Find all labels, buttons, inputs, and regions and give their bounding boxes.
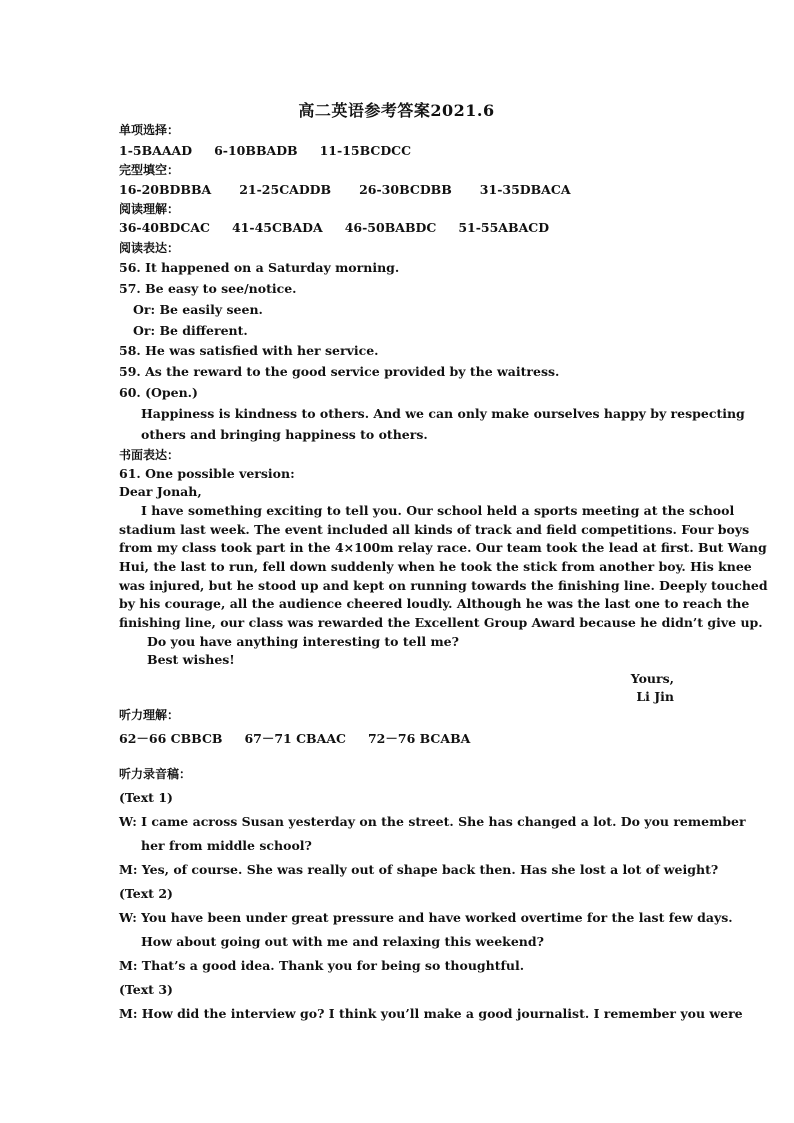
transcript-line: W: You have been under great pressure and have worked overtime for the last few days. (119, 910, 733, 925)
writing-intro: 61. One possible version: (119, 466, 295, 481)
transcript-line: M: Yes, of course. She was really out of shape back then. Has she lost a lot of weight? (119, 862, 719, 877)
page-title: 高二英语参考答案2021.6 (298, 101, 495, 120)
section-heading-reading-expression: 阅读表达： (119, 241, 180, 255)
letter-wishes: Best wishes! (147, 652, 235, 667)
transcript-line: W: I came across Susan yesterday on the street. She has changed a lot. Do you remember (119, 814, 746, 829)
cloze-answers (119, 182, 571, 198)
answer-group: 26-30BCDBB (359, 182, 452, 197)
section-heading-cloze: 完型填空： (119, 163, 180, 177)
answer-group: 46-50BABDC (344, 220, 437, 235)
answer-56: 56. It happened on a Saturday morning. (119, 260, 400, 275)
answer-group: 6-10BBADB (214, 143, 298, 158)
letter-line: Hui, the last to run, fell down suddenly when he took the stick from another boy. His knee (119, 559, 752, 574)
answer-group: 31-35DBACA (479, 182, 571, 197)
reading-answers (119, 220, 549, 236)
answer-group: 41-45CBADA (231, 220, 323, 235)
transcript-line: her from middle school? (141, 838, 312, 853)
answer-group: 51-55ABACD (458, 220, 550, 235)
transcript-text-label: (Text 2) (119, 886, 173, 901)
answer-group: 1-5BAAAD (119, 143, 193, 158)
answer-60-line: Happiness is kindness to others. And we can only make ourselves happy by respecting (141, 406, 745, 421)
letter-closing: Yours, (630, 671, 674, 686)
answer-group: 21-25CADDB (239, 182, 332, 197)
transcript-text-label: (Text 1) (119, 790, 173, 805)
answer-group: 16-20BDBBA (119, 182, 212, 197)
letter-line: from my class took part in the 4×100m relay race. Our team took the lead at first. But Wang (119, 540, 767, 555)
section-heading-reading: 阅读理解： (119, 202, 180, 216)
letter-question: Do you have anything interesting to tell me? (147, 634, 459, 649)
transcript-line: M: How did the interview go? I think you’ll make a good journalist. I remember you were (119, 1006, 743, 1021)
section-heading-transcript: 听力录音稿： (119, 767, 192, 781)
answer-group: 72－76 BCABA (367, 731, 471, 746)
answer-58: 58. He was satisfied with her service. (119, 343, 379, 358)
listening-answers (119, 731, 470, 747)
answer-group: 62－66 CBBCB (119, 731, 223, 746)
letter-line: by his courage, all the audience cheered loudly. Although he was the last one to reach the (119, 596, 750, 611)
section-heading-listening: 听力理解： (119, 708, 180, 722)
transcript-text-label: (Text 3) (119, 982, 173, 997)
letter-line: stadium last week. The event included all kinds of track and field competitions. Four boys (119, 522, 750, 537)
letter-salutation: Dear Jonah, (119, 484, 202, 499)
answer-57: 57. Be easy to see/notice. (119, 281, 297, 296)
letter-line: I have something exciting to tell you. Our school held a sports meeting at the school (141, 503, 735, 518)
answer-60-line: others and bringing happiness to others. (141, 427, 428, 442)
answer-60: 60. (Open.) (119, 385, 198, 400)
answer-group: 11-15BCDCC (319, 143, 412, 158)
answer-group: 36-40BDCAC (119, 220, 210, 235)
answer-group: 67－71 CBAAC (244, 731, 346, 746)
answer-57-alt-1: Or: Be easily seen. (133, 302, 263, 317)
transcript-line: How about going out with me and relaxing this weekend? (141, 934, 544, 949)
section-heading-single-choice: 单项选择： (119, 123, 180, 137)
letter-line: was injured, but he stood up and kept on running towards the finishing line. Deeply touched (119, 578, 768, 593)
transcript-line: M: That’s a good idea. Thank you for being so thoughtful. (119, 958, 525, 973)
answer-59: 59. As the reward to the good service provided by the waitress. (119, 364, 560, 379)
letter-line: finishing line, our class was rewarded the Excellent Group Award because he didn’t give up. (119, 615, 763, 630)
letter-signature: Li Jin (636, 689, 674, 704)
single-choice-answers (119, 143, 411, 159)
answer-57-alt-2: Or: Be different. (133, 323, 248, 338)
section-heading-writing: 书面表达： (119, 448, 180, 462)
